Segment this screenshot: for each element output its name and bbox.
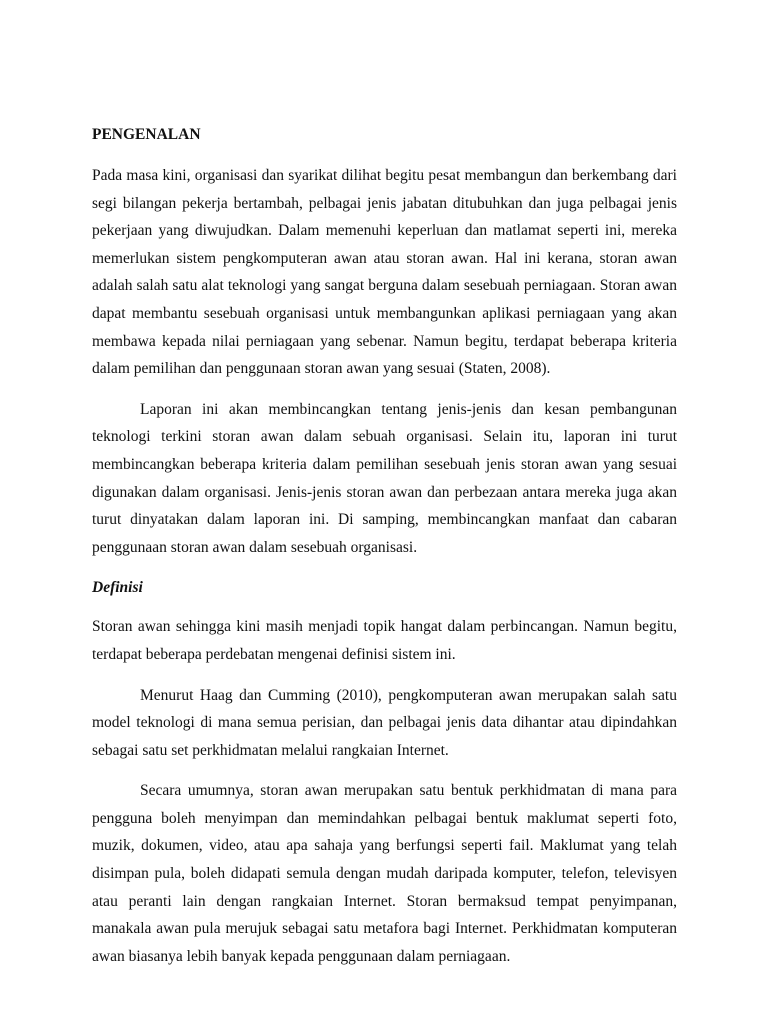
paragraph-definition-3: Secara umumnya, storan awan merupakan satu bentuk perkhidmatan di mana para pengguna boleh menyimpan dan memindahkan pelbagai bentuk maklumat seperti foto, muzik, dokumen, video, atau apa sahaja yang berfungsi seperti fail. Maklumat yang telah disimpan pula, boleh didapati semula dengan mudah daripada komputer, telefon, televisyen atau peranti lain dengan rangkaian Internet. Storan bermaksud tempat penyimpanan, manakala awan pula merujuk sebagai satu metafora bagi Internet. Perkhidmatan komputeran awan biasanya lebih banyak kepada penggunaan dalam perniagaan. [92, 782, 677, 965]
paragraph-intro-1: Pada masa kini, organisasi dan syarikat dilihat begitu pesat membangun dan berkembang dari segi bilangan pekerja bertambah, pelbagai jenis jabatan ditubuhkan dan juga pelbagai jenis pekerjaan yang diwujudkan. Dalam memenuhi keperluan dan matlamat seperti ini, mereka memerlukan sistem pengkomputeran awan atau storan awan. Hal ini kerana, storan awan adalah salah satu alat teknologi yang sangat berguna dalam sesebuah perniagaan. Storan awan dapat membantu sesebuah organisasi untuk membangunkan aplikasi perniagaan yang akan membawa kepada nilai perniagaan yang sebenar. Namun begitu, terdapat beberapa kriteria dalam pemilihan dan penggunaan storan awan yang sesuai (Staten, 2008). [92, 167, 677, 378]
document-page [92, 121, 677, 983]
paragraph-definition-1: Storan awan sehingga kini masih menjadi topik hangat dalam perbincangan. Namun begitu, terdapat beberapa perdebatan mengenai definisi sistem ini. [92, 618, 677, 663]
paragraph-intro-2: Laporan ini akan membincangkan tentang jenis-jenis dan kesan pembangunan teknologi terkini storan awan dalam sebuah organisasi. Selain itu, laporan ini turut membincangkan beberapa kriteria dalam pemilihan sesebuah jenis storan awan yang sesuai digunakan dalam organisasi. Jenis-jenis storan awan dan perbezaan antara mereka juga akan turut dinyatakan dalam laporan ini. Di samping, membincangkan manfaat dan cabaran penggunaan storan awan dalam sesebuah organisasi. [92, 400, 677, 556]
section-heading: PENGENALAN [92, 126, 201, 143]
subsection-heading: Definisi [92, 579, 143, 597]
paragraph-definition-2: Menurut Haag dan Cumming (2010), pengkomputeran awan merupakan salah satu model teknologi di mana semua perisian, dan pelbagai jenis data dihantar atau dipindahkan sebagai satu set perkhidmatan melalui rangkaian Internet. [92, 686, 677, 759]
